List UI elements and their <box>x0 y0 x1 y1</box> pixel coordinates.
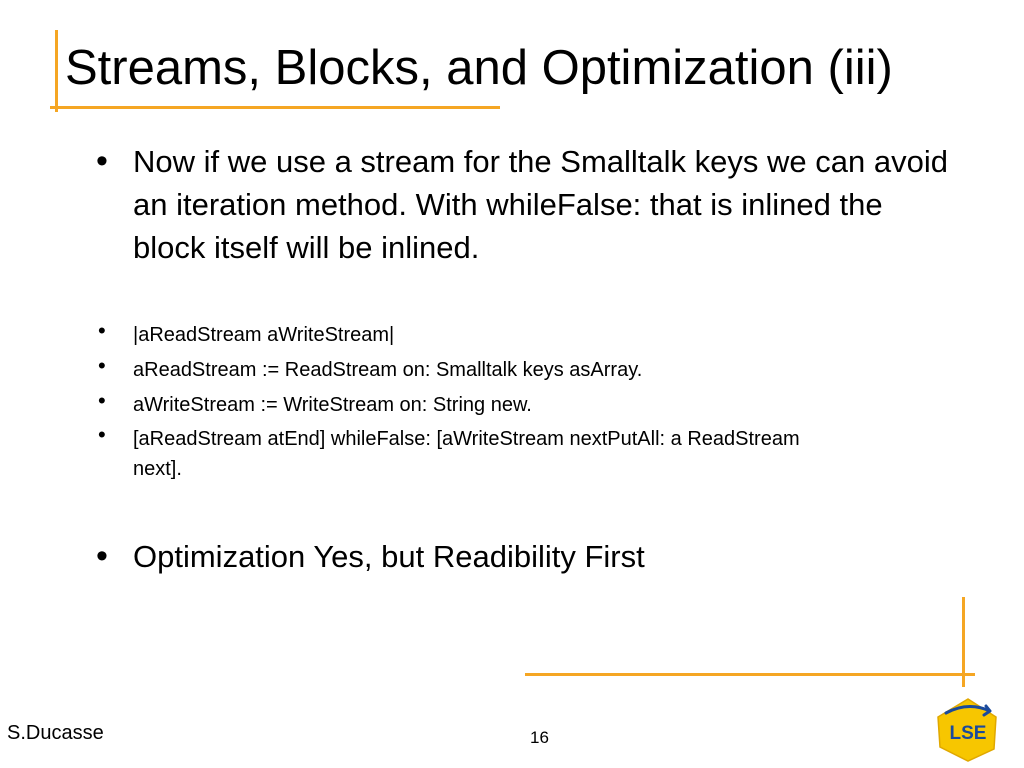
bullet-text: Now if we use a stream for the Smalltalk keys we can avoid an iteration method. With whileFalse: that is inlined the block itself will be inlined. <box>133 144 948 265</box>
lse-logo-icon <box>932 695 1004 763</box>
title-accent-horizontal-line <box>50 106 500 109</box>
page-number: 16 <box>530 728 549 747</box>
title-accent-vertical-line <box>55 30 58 112</box>
bullet-dot-icon: • <box>98 422 106 447</box>
bullet-text: |aReadStream aWriteStream| <box>133 324 395 346</box>
bullet-dot-icon: • <box>98 353 106 378</box>
slide-title: Streams, Blocks, and Optimization (iii) <box>65 41 893 95</box>
bullet-dot-icon: • <box>98 318 106 343</box>
logo-text: LSE <box>949 723 987 744</box>
bullet-text: aReadStream := ReadStream on: Smalltalk keys asArray. <box>133 359 643 381</box>
bullet-text: Optimization Yes, but Readibility First <box>133 539 645 574</box>
bullet-dot-icon: • <box>98 388 106 413</box>
bullet-dot-icon: • <box>96 537 108 575</box>
bullet-text: aWriteStream := WriteStream on: String new. <box>133 394 532 416</box>
corner-accent-horizontal-line <box>525 673 975 676</box>
bullet-dot-icon: • <box>96 142 108 180</box>
bullet-text: [aReadStream atEnd] whileFalse: [aWriteStream nextPutAll: a ReadStream next]. <box>133 428 800 480</box>
footer-author: S.Ducasse <box>7 722 104 744</box>
